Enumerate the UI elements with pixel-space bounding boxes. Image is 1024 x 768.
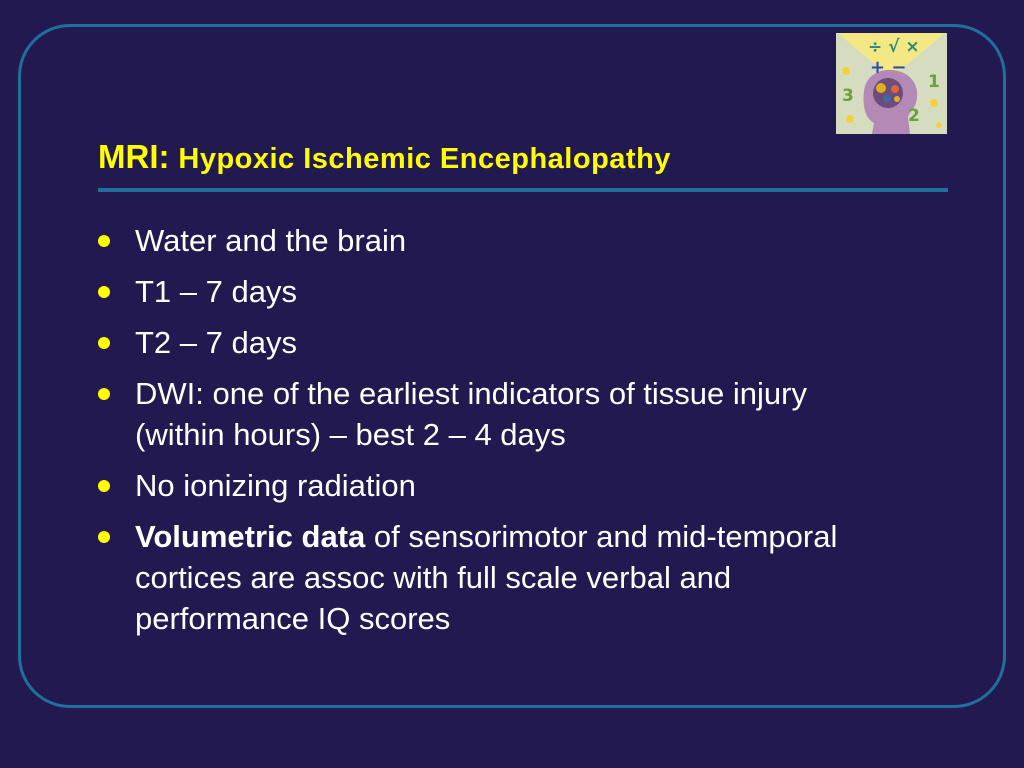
bullet-list xyxy=(96,220,886,649)
bullet-dot-icon xyxy=(98,531,110,543)
title-divider xyxy=(98,188,948,192)
bullet-item xyxy=(96,516,886,639)
bullet-item xyxy=(96,465,886,506)
logo-symbols-top: ÷ √ × xyxy=(868,37,920,57)
bullet-text: T2 – 7 days xyxy=(135,325,297,360)
title-main: Hypoxic Ischemic Encephalopathy xyxy=(178,143,671,175)
bullet-bold-text: Volumetric data xyxy=(135,519,366,554)
bullet-text: Water and the brain xyxy=(135,223,407,258)
slide-title xyxy=(98,138,671,176)
bullet-dot-icon xyxy=(98,480,110,492)
bullet-text: T1 – 7 days xyxy=(135,274,297,309)
bullet-dot-icon xyxy=(98,235,110,247)
bullet-dot-icon xyxy=(98,388,110,400)
math-brain-logo-icon xyxy=(836,33,947,134)
bullet-item xyxy=(96,322,886,363)
logo-digit-left: 3 xyxy=(842,86,854,106)
bullet-text: DWI: one of the earliest indicators of tissue injury (within hours) – best 2 – 4 days xyxy=(135,376,807,452)
bullet-item xyxy=(96,271,886,312)
bullet-text: of sensorimotor and mid-temporal cortices are assoc with full scale verbal and performance IQ scores xyxy=(135,519,838,636)
bullet-item xyxy=(96,373,886,455)
logo-symbols-mid: + − xyxy=(870,57,907,78)
bullet-text: No ionizing radiation xyxy=(135,468,416,503)
logo-digit-right-top: 1 xyxy=(928,72,940,92)
bullet-item xyxy=(96,220,886,261)
bullet-dot-icon xyxy=(98,337,110,349)
bullet-dot-icon xyxy=(98,286,110,298)
logo-digit-right-bottom: 2 xyxy=(908,106,920,126)
title-prefix: MRI: xyxy=(98,138,170,175)
